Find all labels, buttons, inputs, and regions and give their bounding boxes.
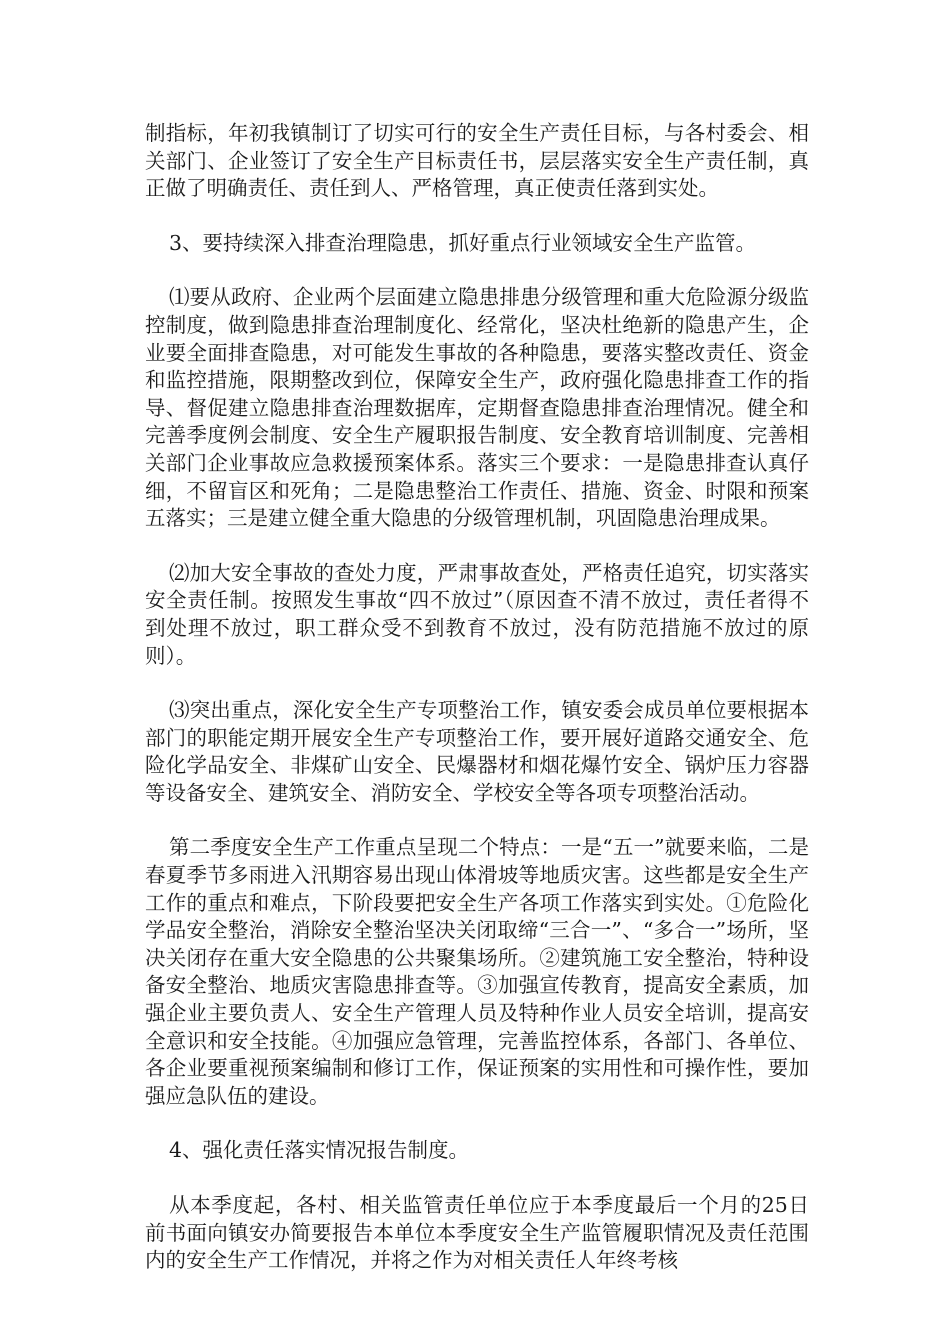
- paragraph-item-3: ⑶突出重点，深化安全生产专项整治工作，镇安委会成员单位要根据本部门的职能定期开展安全生产专项整治工作，要开展好道路交通安全、危险化学品安全、非煤矿山安全、民爆器材和烟花爆竹安全、锅炉压力容器等设备安全、建筑安全、消防安全、学校安全等各项专项整治活动。: [145, 698, 809, 805]
- heading-section-4: 4、强化责任落实情况报告制度。: [169, 1138, 470, 1163]
- paragraph-reporting: 从本季度起，各村、相关监管责任单位应于本季度最后一个月的25日前书面向镇安办简要报告本单位本季度安全生产监管履职情况及责任范围内的安全生产工作情况，并将之作为对相关责任人年终考核: [145, 1193, 809, 1273]
- paragraph-item-2: ⑵加大安全事故的查处力度，严肃事故查处，严格责任追究，切实落实安全责任制。按照发生事故“四不放过”（原因查不清不放过，责任者得不到处理不放过，职工群众受不到教育不放过，没有防范措施不放过的原则）。: [145, 560, 809, 668]
- document-body: [145, 120, 809, 1302]
- paragraph-responsibility-targets: 制指标，年初我镇制订了切实可行的安全生产责任目标，与各村委会、相关部门、企业签订了安全生产目标责任书，层层落实安全生产责任制，真正做了明确责任、责任到人、严格管理，真正使责任落到实处。: [145, 121, 809, 201]
- heading-section-3: 3、要持续深入排查治理隐患，抓好重点行业领域安全生产监管。: [169, 230, 757, 255]
- paragraph-item-1: ⑴要从政府、企业两个层面建立隐患排患分级管理和重大危险源分级监控制度，做到隐患排查治理制度化、经常化，坚决杜绝新的隐患产生，企业要全面排查隐患，对可能发生事故的各种隐患，要落实整改责任、资金和监控措施，限期整改到位，保障安全生产，政府强化隐患排查工作的指导、督促建立隐患排查治理数据库，定期督查隐患排查治理情况。健全和完善季度例会制度、安全生产履职报告制度、安全教育培训制度、完善相关部门企业事故应急救援预案体系。落实三个要求：一是隐患排查认真仔细，不留盲区和死角；二是隐患整治工作责任、措施、资金、时限和预案五落实；三是建立健全重大隐患的分级管理机制，巩固隐患治理成果。: [145, 285, 809, 531]
- paragraph-second-quarter: 第二季度安全生产工作重点呈现二个特点：一是“五一”就要来临，二是春夏季节多雨进入汛期容易出现山体滑坡等地质灾害。这些都是安全生产工作的重点和难点，下阶段要把安全生产各项工作落实到实处。①危险化学品安全整治，消除安全整治坚决关闭取缔“三合一”、“多合一”场所，坚决关闭存在重大安全隐患的公共聚集场所。②建筑施工安全整治，特种设备安全整治、地质灾害隐患排查等。③加强宣传教育，提高安全素质，加强企业主要负责人、安全生产管理人员及特种作业人员安全培训，提高安全意识和安全技能。④加强应急管理，完善监控体系，各部门、各单位、各企业要重视预案编制和修订工作，保证预案的实用性和可操作性，要加强应急队伍的建设。: [145, 835, 809, 1108]
